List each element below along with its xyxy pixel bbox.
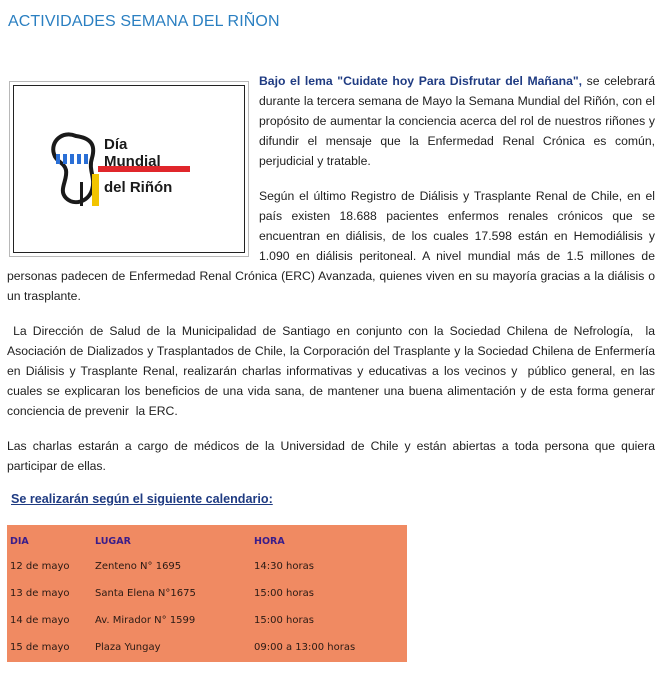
table-row: [7, 615, 407, 635]
logo-frame: [9, 81, 249, 257]
cell-dia: 14 de mayo: [10, 615, 70, 626]
calendar-header-row: [7, 536, 407, 556]
cell-hora: 09:00 a 13:00 horas: [254, 642, 356, 653]
paragraph-direccion: La Dirección de Salud de la Municipalidad de Santiago en conjunto con la Sociedad Chilena de Nefrología, la Asociación de Dializados y Trasplantados de Chile, la Corporación del Trasplante y la Sociedad Chilena de Enfermería en Diálisis y Trasplante Renal, realizarán charlas informativas y educativas a los vecinos y público general, en las cuales se explicaran los beneficios de una vida sana, de mantener una buena alimentación y de esta forma generar conciencia de prevenir la ERC.: [7, 324, 659, 418]
kidney-logo-icon: [14, 86, 246, 254]
cell-dia: 12 de mayo: [10, 561, 70, 572]
cell-lugar: Plaza Yungay: [95, 642, 161, 653]
logo-line-3: del Riñón: [104, 179, 173, 196]
paragraph-charlas: Las charlas estarán a cargo de médicos de la Universidad de Chile y están abiertas a toda persona que quiera participar de ellas.: [7, 439, 655, 473]
lema-text: Bajo el lema "Cuidate hoy Para Disfrutar del Mañana",: [259, 74, 583, 88]
cell-lugar: Santa Elena N°1675: [95, 588, 196, 599]
cell-hora: 15:00 horas: [254, 615, 314, 626]
cell-hora: 14:30 horas: [254, 561, 314, 572]
header-dia: DIA: [10, 536, 29, 547]
intro-text: se celebrará durante la tercera semana de Mayo la Semana Mundial del Riñón, con el propósito de aumentar la conciencia acerca del rol de nuestros riñones y difundir el mensaje que la Enfermedad Renal Crónica es común, perjudicial y tratable.: [259, 74, 656, 168]
table-row: [7, 561, 407, 581]
article-body: [7, 71, 659, 491]
cell-dia: 15 de mayo: [10, 642, 70, 653]
cell-lugar: Zenteno N° 1695: [95, 561, 182, 572]
cell-hora: 15:00 horas: [254, 588, 314, 599]
header-hora: HORA: [254, 536, 285, 547]
page-title: ACTIVIDADES SEMANA DEL RIÑON: [8, 13, 280, 30]
dia-mundial-del-rinon-logo: [13, 85, 245, 253]
calendar-heading: Se realizarán según el siguiente calendario:: [11, 492, 273, 506]
calendar-table: [7, 525, 407, 662]
paragraph-registro: Según el último Registro de Diálisis y Trasplante Renal de Chile, en el país existen 18.688 pacientes enfermos renales crónicos que se encuentran en diálisis, de los cuales 17.598 están en Hemodiálisis y 1.090 en diálisis peritoneal. A nivel mundial más de 1.5 millones de personas padecen de Enfermedad Renal Crónica (ERC) Avanzada, quienes viven en su mayoría gracias a la diálisis o un trasplante.: [7, 189, 655, 303]
cell-dia: 13 de mayo: [10, 588, 70, 599]
cell-lugar: Av. Mirador N° 1599: [95, 615, 196, 626]
header-lugar: LUGAR: [95, 536, 131, 547]
logo-line-2: Mundial: [104, 153, 161, 170]
logo-line-1: Día: [104, 136, 128, 153]
table-row: [7, 588, 407, 608]
table-row: [7, 642, 407, 662]
